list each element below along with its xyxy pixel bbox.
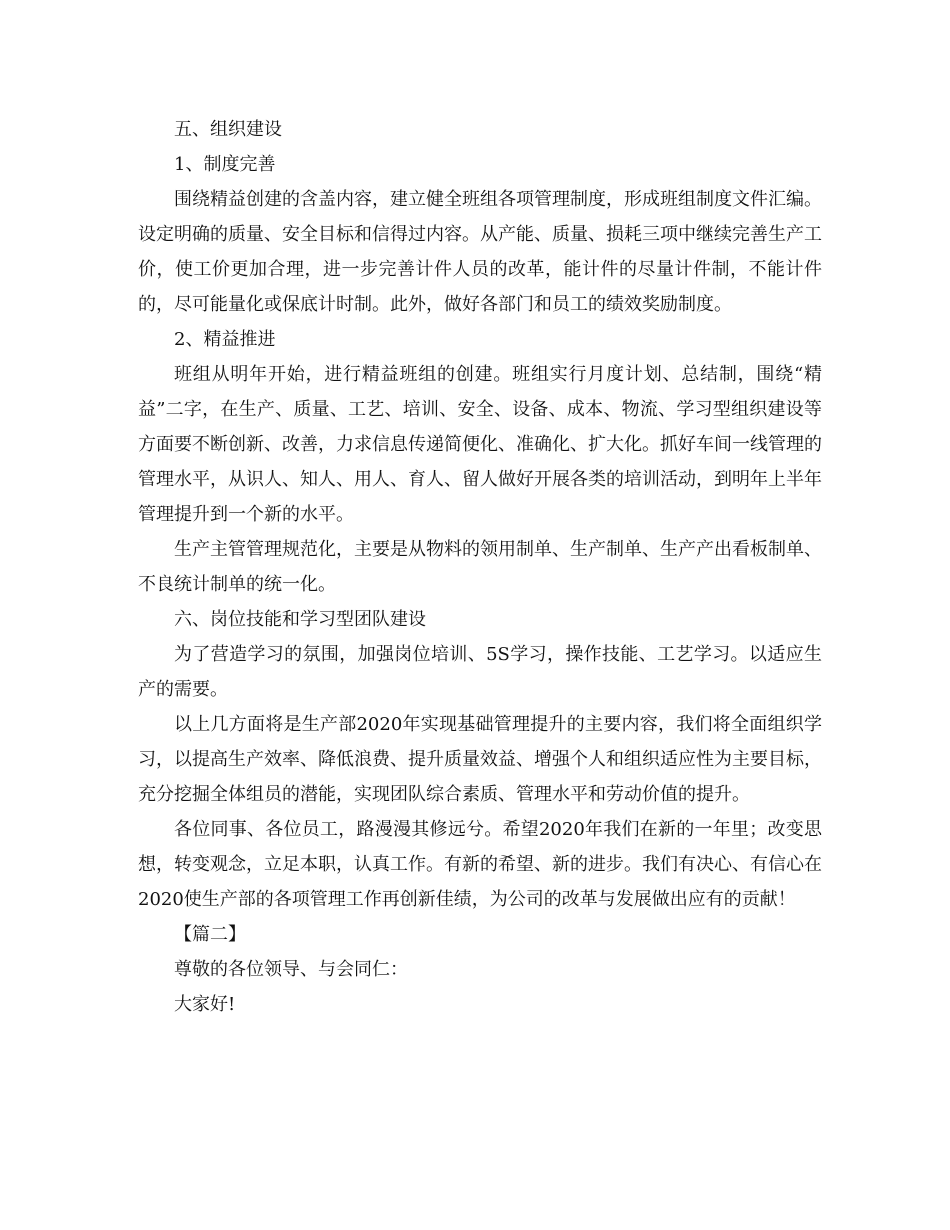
- greeting-salutation: 尊敬的各位领导、与会同仁：: [174, 959, 408, 980]
- paragraph-learning-atmosphere: 为了营造学习的氛围，加强岗位培训、5S学习，操作技能、工艺学习。以适应生产的需要。: [138, 644, 822, 700]
- greeting-hello: 大家好!: [174, 994, 236, 1015]
- paragraph-closing-wishes: 各位同事、各位员工，路漫漫其修远兮。希望2020年我们在新的一年里；改变思想，转变观念，立足本职，认真工作。有新的希望、新的进步。我们有决心、有信心在2020使生产部的各项管理工作再创新佳绩，为公司的改革与发展做出应有的贡献！: [138, 819, 822, 910]
- subheading-system-improvement: 1、制度完善: [174, 154, 276, 175]
- document-body: [138, 112, 822, 1022]
- paragraph-system-improvement: 围绕精益创建的含盖内容，建立健全班组各项管理制度，形成班组制度文件汇编。设定明确的质量、安全目标和信得过内容。从产能、质量、损耗三项中继续完善生产工价，使工价更加合理，进一步完善计件人员的改革，能计件的尽量计件制，不能计件的，尽可能量化或保底计时制。此外，做好各部门和员工的绩效奖励制度。: [138, 189, 822, 315]
- section-heading-skills-learning: 六、岗位技能和学习型团队建设: [174, 609, 426, 630]
- section-heading-part-two: 【篇二】: [174, 924, 246, 945]
- paragraph-main-content: 以上几方面将是生产部2020年实现基础管理提升的主要内容，我们将全面组织学习，以提高生产效率、降低浪费、提升质量效益、增强个人和组织适应性为主要目标，充分挖掘全体组员的潜能，实现团队综合素质、管理水平和劳动价值的提升。: [138, 714, 822, 805]
- paragraph-production-supervisor: 生产主管管理规范化，主要是从物料的领用制单、生产制单、生产产出看板制单、不良统计制单的统一化。: [138, 539, 822, 595]
- section-heading-organization: 五、组织建设: [174, 119, 282, 140]
- paragraph-lean-promotion: 班组从明年开始，进行精益班组的创建。班组实行月度计划、总结制，围绕“精益”二字，在生产、质量、工艺、培训、安全、设备、成本、物流、学习型组织建设等方面要不断创新、改善，力求信息传递简便化、准确化、扩大化。抓好车间一线管理的管理水平，从识人、知人、用人、育人、留人做好开展各类的培训活动，到明年上半年管理提升到一个新的水平。: [138, 364, 822, 525]
- subheading-lean-promotion: 2、精益推进: [174, 329, 276, 350]
